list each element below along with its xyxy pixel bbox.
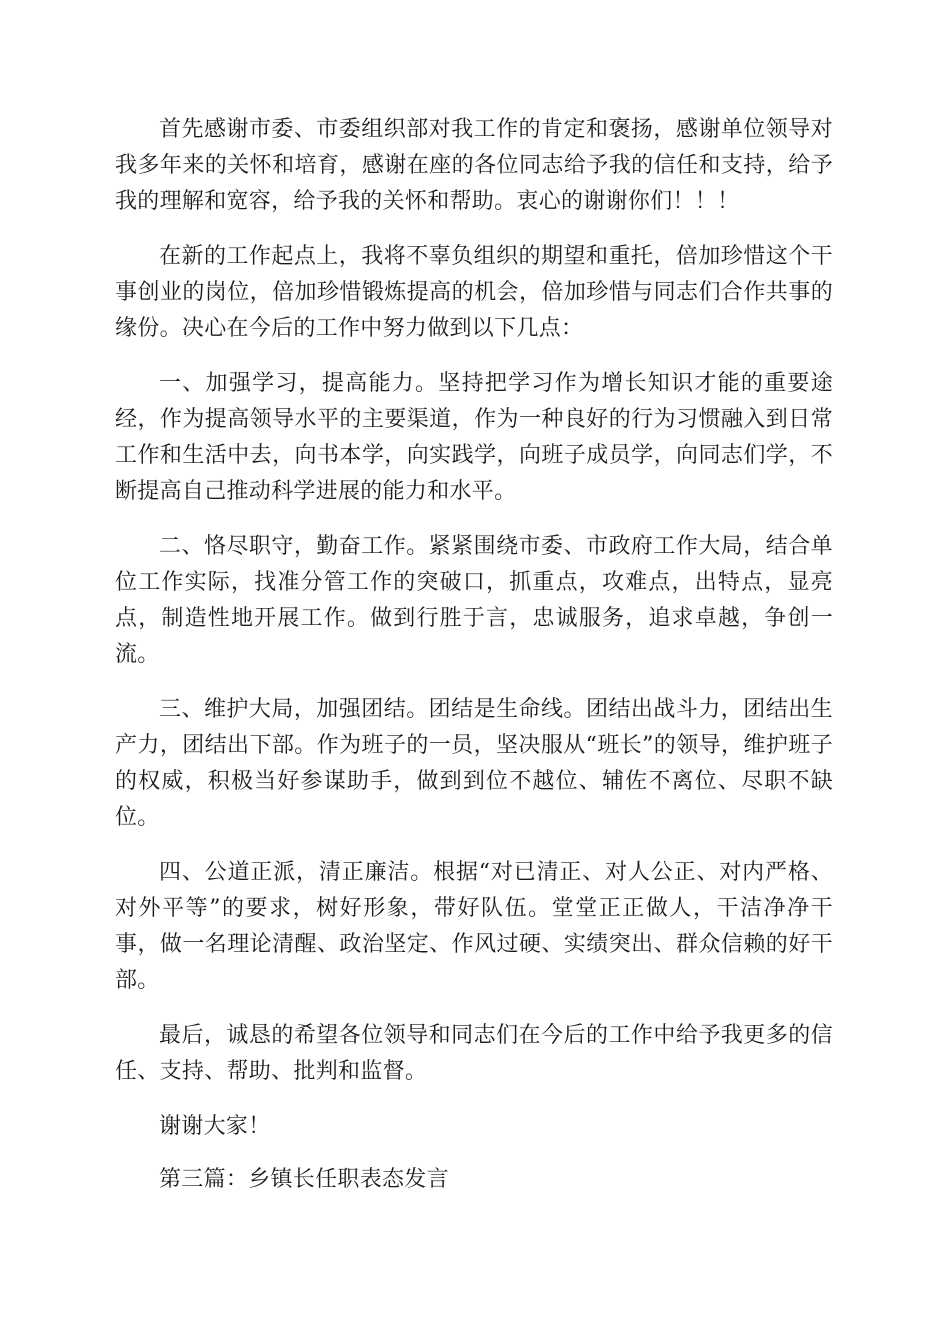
paragraph-point-3: 三、维护大局，加强团结。团结是生命线。团结出战斗力，团结出生产力，团结出下部。作为班子的一员，坚决服从“班长”的领导，维护班子的权威，积极当好参谋助手，做到到位不越位、辅佐不离位、尽职不缺位。 (115, 697, 833, 830)
paragraph-thank-everyone: 谢谢大家！ (159, 1114, 271, 1139)
paragraph-closing-hope: 最后，诚恳的希望各位领导和同志们在今后的工作中给予我更多的信任、支持、帮助、批判和监督。 (115, 1023, 833, 1084)
paragraph-point-4: 四、公道正派，清正廉洁。根据“对已清正、对人公正、对内严格、对外平等”的要求，树好形象，带好队伍。堂堂正正做人，干洁净净干事，做一名理论清醒、政治坚定、作风过硬、实绩突出、群众信赖的好干部。 (115, 860, 833, 993)
document-body (115, 112, 833, 1217)
paragraph-point-2: 二、恪尽职守，勤奋工作。紧紧围绕市委、市政府工作大局，结合单位工作实际，找准分管工作的突破口，抓重点，攻难点，出特点，显亮点，制造性地开展工作。做到行胜于言，忠诚服务，追求卓越，争创一流。 (115, 534, 833, 667)
paragraph-new-start: 在新的工作起点上，我将不辜负组织的期望和重托，倍加珍惜这个干事创业的岗位，倍加珍惜锻炼提高的机会，倍加珍惜与同志们合作共事的缘份。决心在今后的工作中努力做到以下几点： (115, 244, 833, 341)
paragraph-point-1: 一、加强学习，提高能力。坚持把学习作为增长知识才能的重要途经，作为提高领导水平的主要渠道，作为一种良好的行为习惯融入到日常工作和生活中去，向书本学，向实践学，向班子成员学，向同志们学，不断提高自己推动科学进展的能力和水平。 (115, 371, 833, 504)
section-heading-part-three: 第三篇：乡镇长任职表态发言 (159, 1167, 449, 1192)
paragraph-thanks: 首先感谢市委、市委组织部对我工作的肯定和褒扬，感谢单位领导对我多年来的关怀和培育，感谢在座的各位同志给予我的信任和支持，给予我的理解和宽容，给予我的关怀和帮助。衷心的谢谢你们！！！ (115, 117, 833, 214)
